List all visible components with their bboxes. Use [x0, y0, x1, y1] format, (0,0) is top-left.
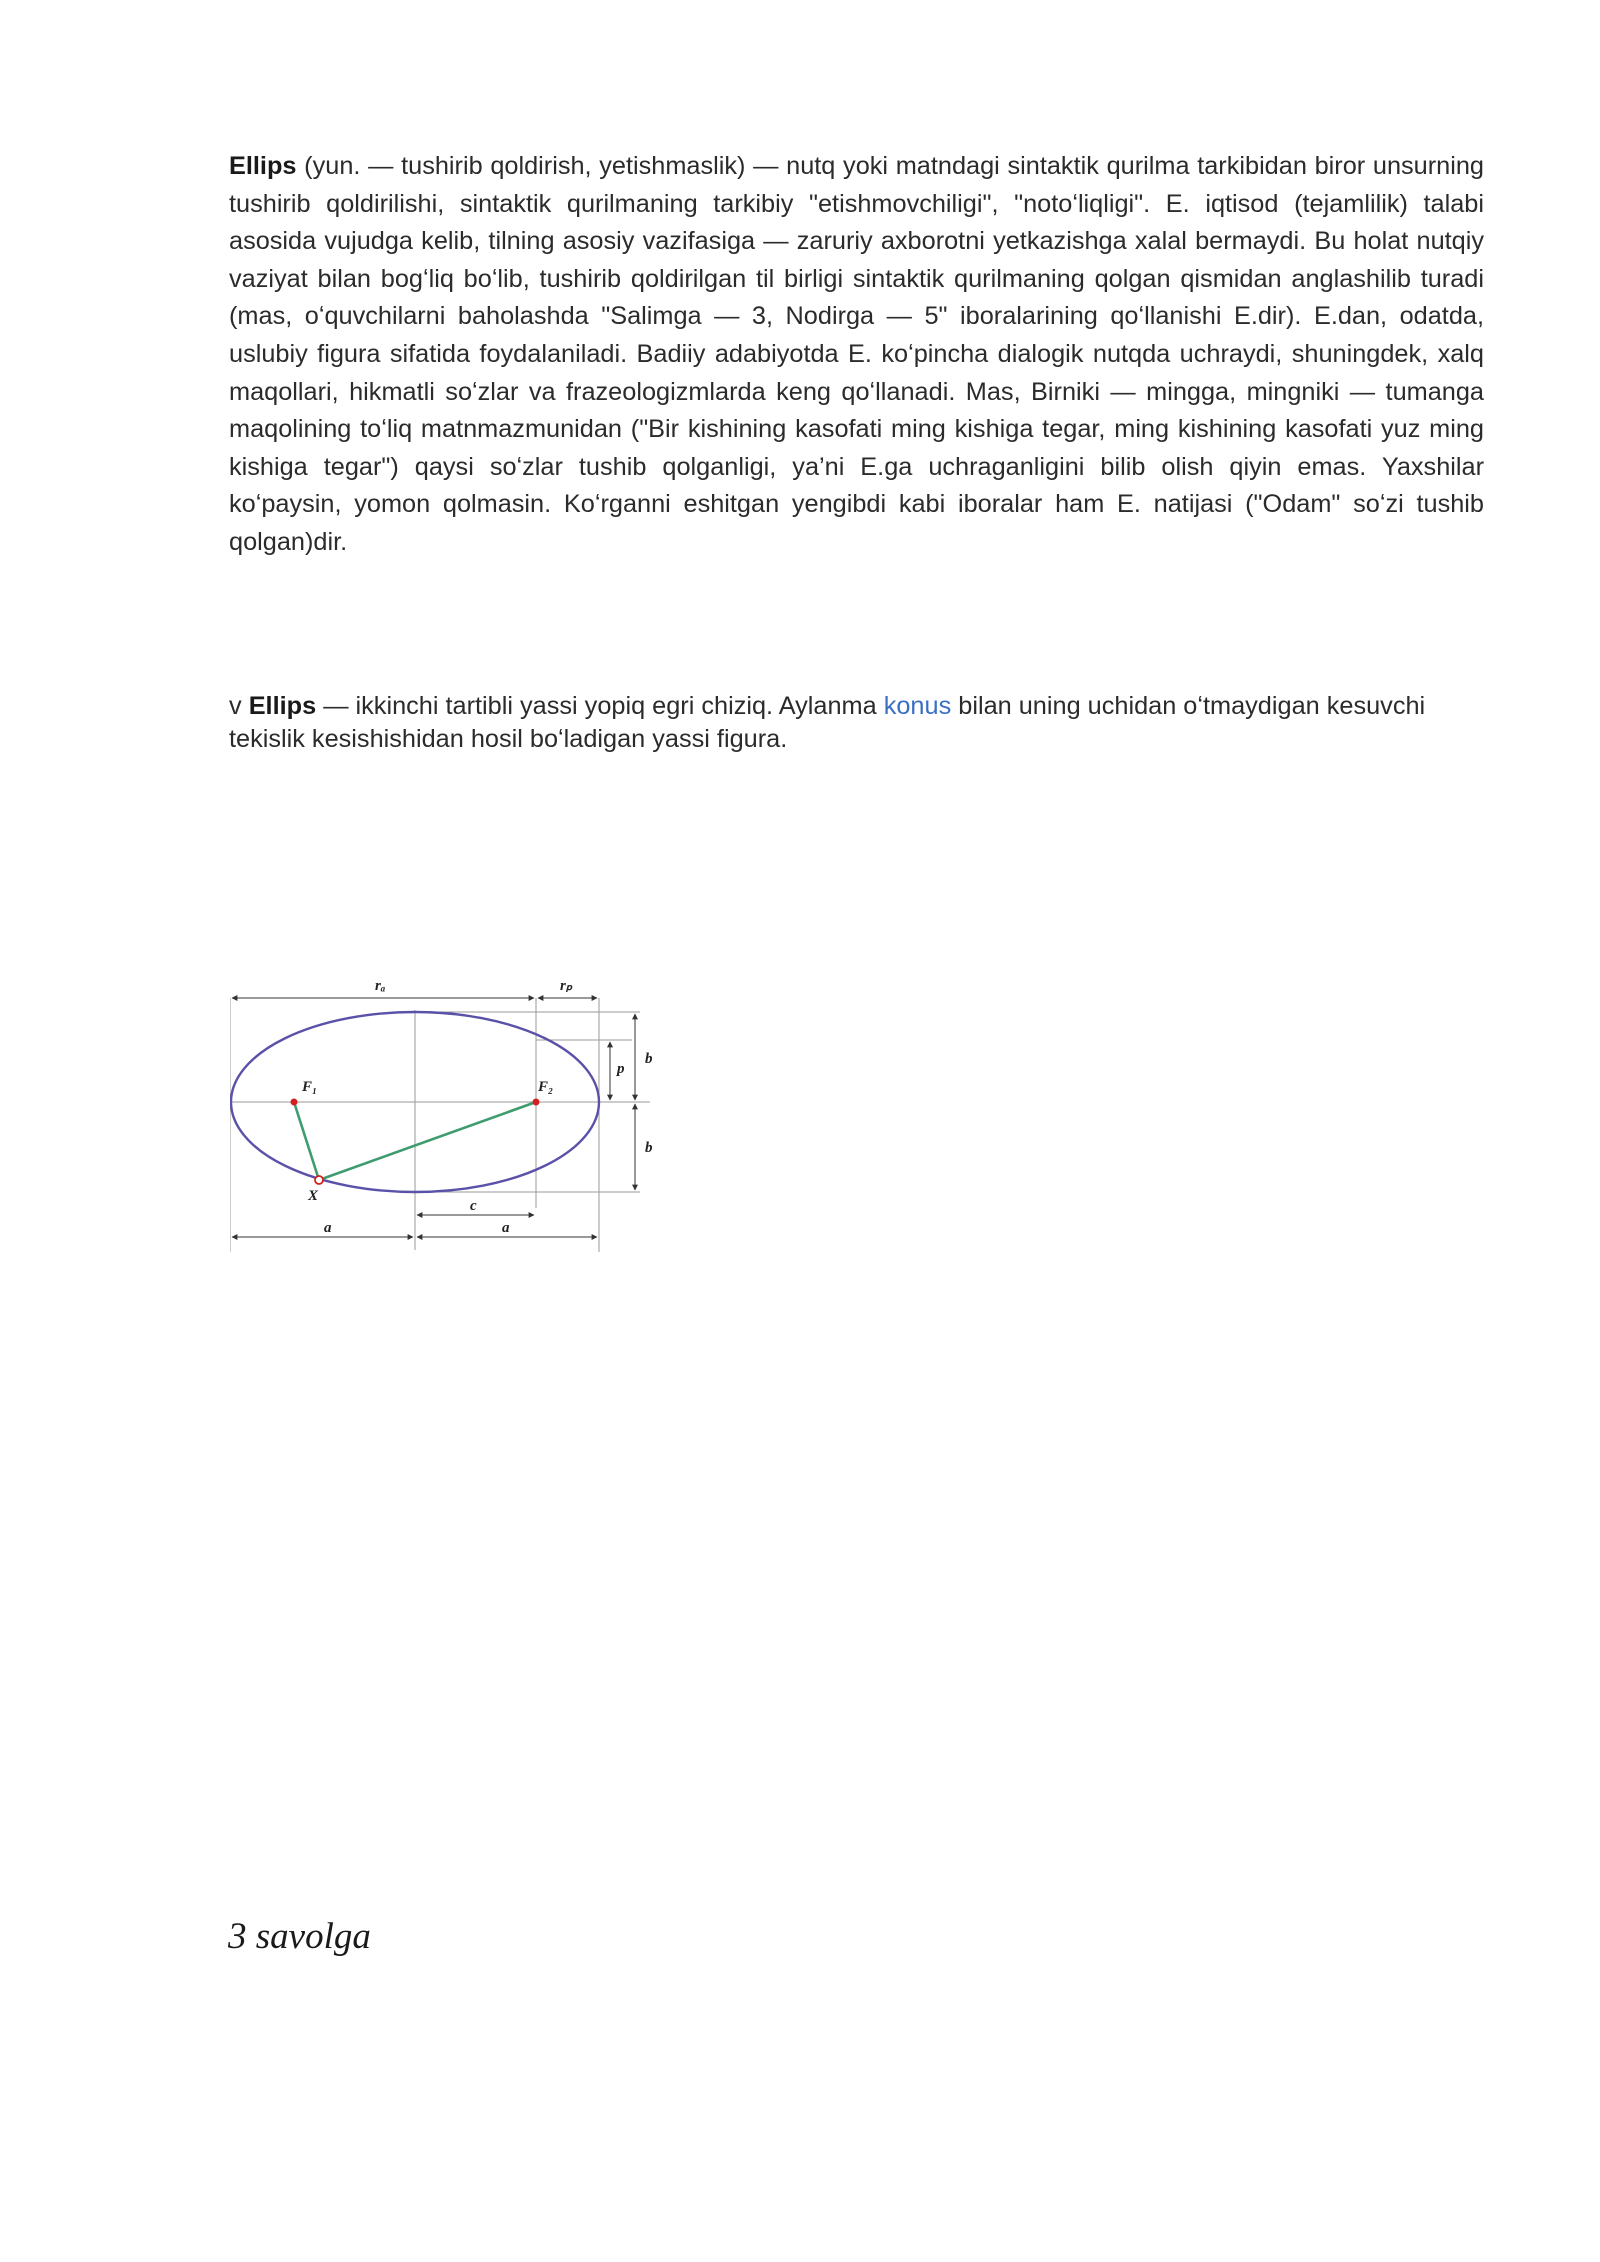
label-ra: rₐ [375, 978, 386, 994]
label-c: c [470, 1198, 477, 1214]
label-a-right: a [502, 1220, 510, 1236]
paragraph-text-start: — ikkinchi tartibli yassi yopiq egri chiziq. Aylanma [316, 692, 884, 720]
point-x-dot [315, 1176, 323, 1184]
ellipse-diagram [230, 970, 670, 1260]
label-f1: F₁ [302, 1079, 318, 1095]
term-ellips: Ellips [229, 152, 297, 180]
construction-lines [230, 998, 650, 1252]
label-f2: F₂ [538, 1079, 554, 1095]
label-x: X [308, 1188, 319, 1204]
section-heading: 3 savolga [228, 1916, 371, 1957]
ellips-geometry-paragraph [229, 690, 1484, 756]
label-b-bottom: b [645, 1140, 653, 1156]
paragraph-text-end: bilan uning uchidan oʻtmaydigan kesuvchi tekislik kesishishidan hosil boʻladigan yassi figura. [229, 692, 1426, 753]
label-rp: rₚ [560, 978, 573, 994]
focus-f1-dot [291, 1099, 298, 1106]
focus-f2-dot [533, 1099, 540, 1106]
term-ellips-geometry: Ellips [248, 692, 317, 720]
label-p: p [617, 1061, 625, 1077]
paragraph-text: (yun. — tushirib qoldirish, yetishmaslik) — nutq yoki matndagi sintaktik qurilma tarkibidan biror unsurning tushirib qoldirilishi, sintaktik qurilmaning tarkibiy "etishmovchiligi", "notoʻliqligi". E. iqtisod (tejamlilik) talabi asosida vujudga kelib, tilning asosiy vazifasiga — zaruriy axborotni yetkazishga xalal bermaydi. Bu holat nutqiy vaziyat bilan bogʻliq boʻlib, tushirib qoldirilgan til birligi sintaktik qurilmaning qolgan qismidan anglashilib turadi (mas, oʻquvchilarni baholashda "Salimga — 3, Nodirga — 5" iboralarining qoʻllanishi E.dir). E.dan, odatda, uslubiy figura sifatida foydalaniladi. Badiiy adabiyotda E. koʻpincha dialogik nutqda uchraydi, shuningdek, xalq maqollari, hikmatli soʻzlar va frazeologizmlarda keng qoʻllanadi. Mas, Birniki — mingga, mingniki — tumanga maqolining toʻliq matnmazmunidan ("Bir kishining kasofati ming kishiga tegar, ming kishining kasofati yuz ming kishiga tegar") qaysi soʻzlar tushib qolganligi, ya’ni E.ga uchraganligini bilib olish qiyin emas. Yaxshilar koʻpaysin, yomon qolmasin. Koʻrganni eshitgan yengibdi kabi iboralar ham E. natijasi ("Odam" soʻzi tushib qolgan)dir. [229, 152, 1484, 556]
label-a-left: a [324, 1220, 332, 1236]
konus-link[interactable]: konus [883, 692, 952, 720]
ellipse-diagram-svg [230, 970, 670, 1260]
bullet-prefix: v [229, 692, 249, 720]
ellips-linguistics-paragraph [229, 148, 1484, 562]
label-b-top: b [645, 1051, 653, 1067]
